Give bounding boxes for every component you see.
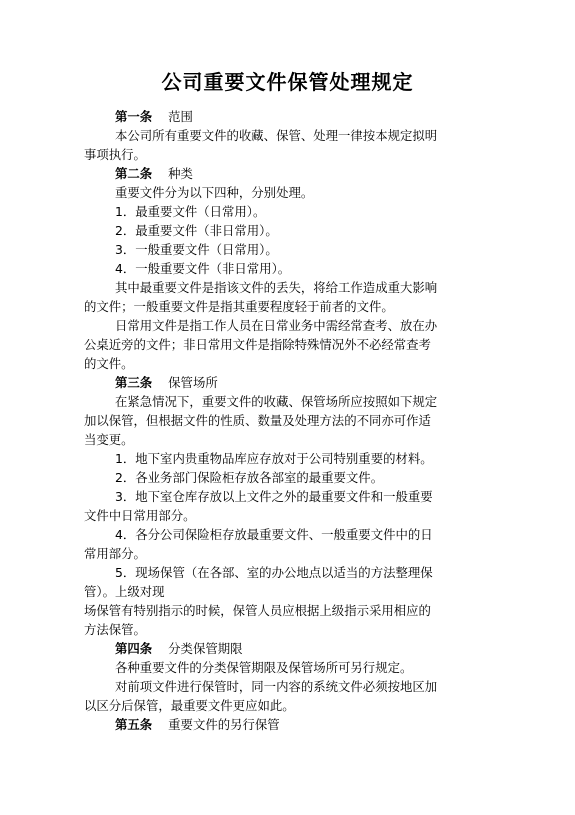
- article-title: 保管场所: [168, 375, 218, 390]
- paragraph-line: 其中最重要文件是指该文件的丢失，将给工作造成重大影响: [115, 280, 438, 295]
- paragraph-line: 对前项文件进行保管时，同一内容的系统文件必须按地区加: [115, 679, 438, 694]
- paragraph-line: 4．一般重要文件（非日常用）。: [115, 261, 291, 276]
- article-title: 种类: [168, 166, 193, 181]
- article-heading: [84, 715, 492, 734]
- paragraph-line: 方法保管。: [84, 622, 146, 637]
- paragraph-line: 3．地下室仓库存放以上文件之外的最重要文件和一般重要: [115, 489, 433, 504]
- article-heading: [84, 107, 492, 126]
- paragraph-line: 文件中日常用部分。: [84, 508, 196, 523]
- paragraph-line: 的文件。: [84, 356, 134, 371]
- article-number: 第三条: [115, 375, 153, 390]
- article-number: 第四条: [115, 641, 153, 656]
- paragraph-line: 本公司所有重要文件的收藏、保管、处理一律按本规定拟明: [115, 128, 438, 143]
- paragraph-line: 公桌近旁的文件；非日常用文件是指除特殊情况外不必经常查考: [84, 337, 431, 352]
- article-title: 分类保管期限: [168, 641, 243, 656]
- article-number: 第一条: [115, 109, 153, 124]
- paragraph-line: 3．一般重要文件（日常用）。: [115, 242, 278, 257]
- paragraph-line: 事项执行。: [84, 147, 146, 162]
- paragraph-line: 2．各业务部门保险柜存放各部室的最重要文件。: [115, 470, 384, 485]
- paragraph-line: 在紧急情况下，重要文件的收藏、保管场所应按照如下规定: [115, 394, 438, 409]
- paragraph-line: 各种重要文件的分类保管期限及保管场所可另行规定。: [115, 660, 413, 675]
- article-number: 第五条: [115, 717, 153, 732]
- paragraph-line: 当变更。: [84, 432, 134, 447]
- document-title: 公司重要文件保管处理规定: [161, 70, 414, 94]
- paragraph-line: 2．最重要文件（非日常用）。: [115, 223, 278, 238]
- paragraph-line: 1．最重要文件（日常用）。: [115, 204, 266, 219]
- article-heading: [84, 164, 492, 183]
- paragraph-line: 4．各分公司保险柜存放最重要文件、一般重要文件中的日: [115, 527, 433, 542]
- article-number: 第二条: [115, 166, 153, 181]
- paragraph-line: 管）。上级对现: [84, 584, 165, 599]
- paragraph-line: 1．地下室内贵重物品库应存放对于公司特别重要的材料。: [115, 451, 433, 466]
- paragraph-line: 场保管有特别指示的时候，保管人员应根据上级指示采用相应的: [84, 603, 431, 618]
- article-heading: [84, 373, 492, 392]
- paragraph-line: 5．现场保管（在各部、室的办公地点以适当的方法整理保: [115, 565, 433, 580]
- paragraph-line: 日常用文件是指工作人员在日常业务中需经常查考、放在办: [115, 318, 438, 333]
- paragraph-line: 以区分后保管，最重要文件更应如此。: [84, 698, 295, 713]
- paragraph-line: 的文件；一般重要文件是指其重要程度轻于前者的文件。: [84, 299, 394, 314]
- article-title: 重要文件的另行保管: [168, 717, 280, 732]
- paragraph-line: 重要文件分为以下四种，分别处理。: [115, 185, 314, 200]
- document-body: [84, 107, 492, 734]
- paragraph-line: 加以保管，但根据文件的性质、数量及处理方法的不同亦可作适: [84, 413, 431, 428]
- paragraph-line: 常用部分。: [84, 546, 146, 561]
- article-heading: [84, 639, 492, 658]
- article-title: 范围: [168, 109, 193, 124]
